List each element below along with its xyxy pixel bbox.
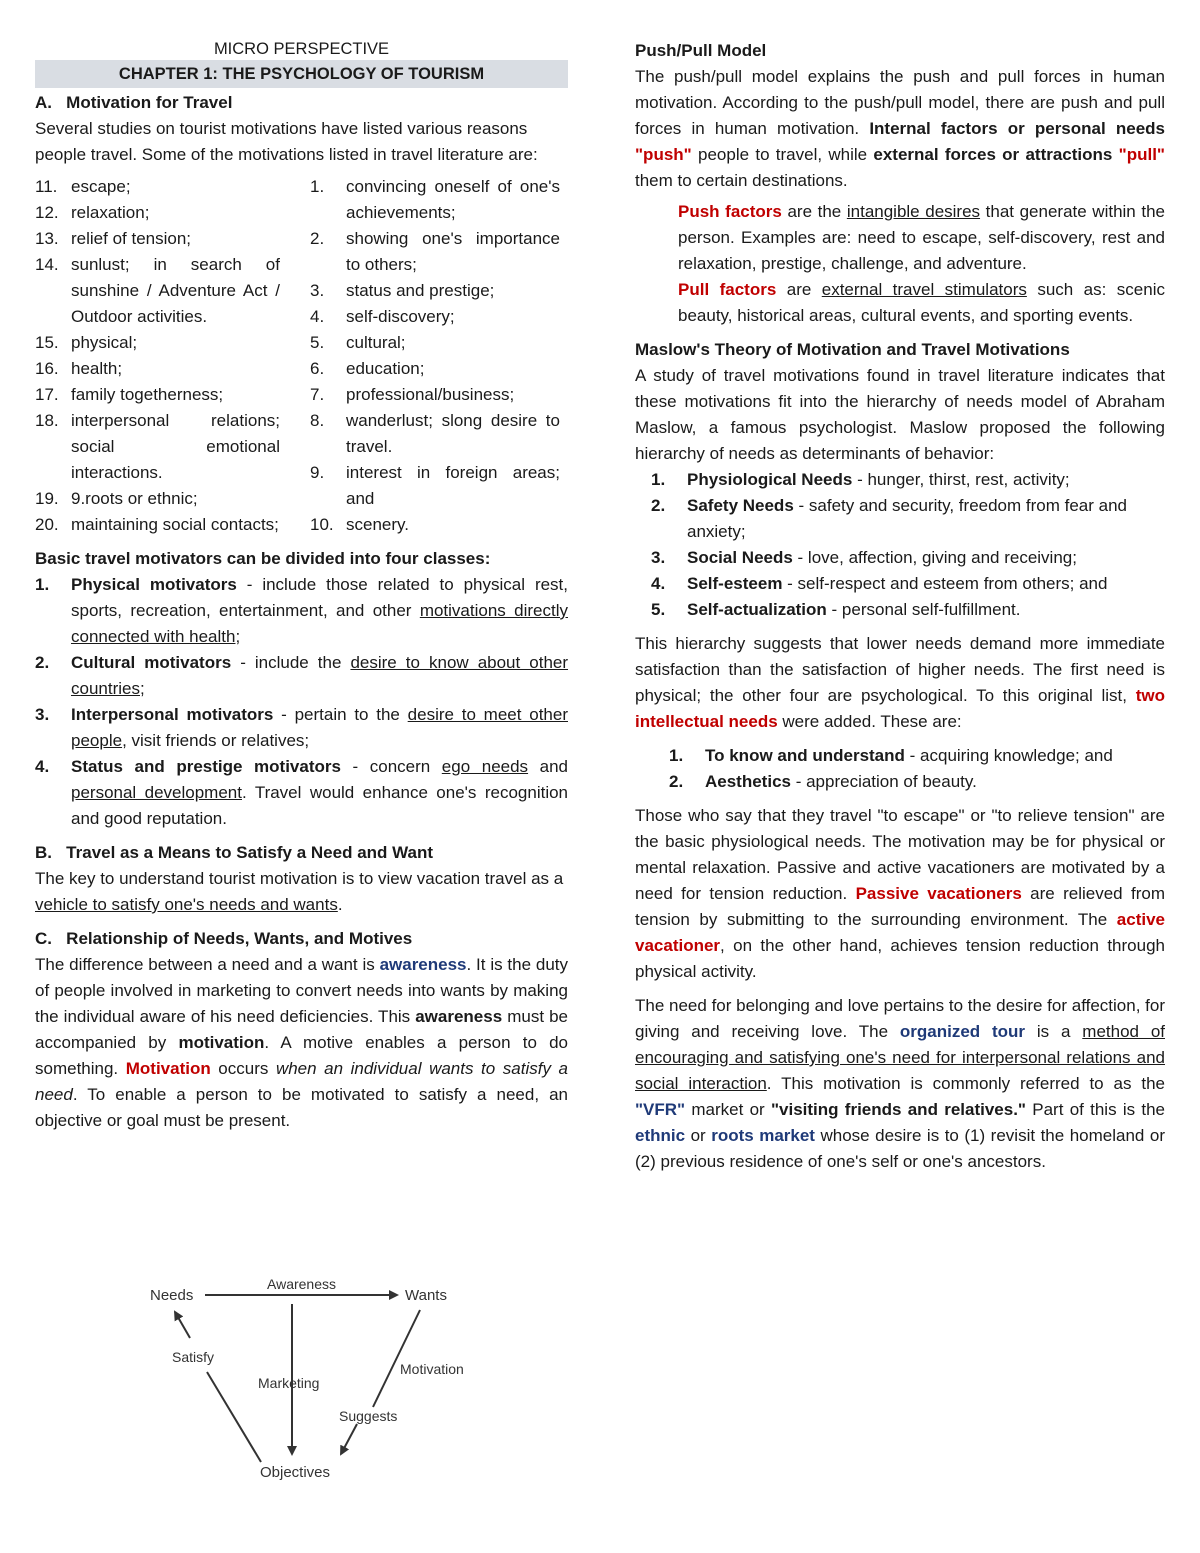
list-text: To know and understand - acquiring knowledge; and [705,746,1113,765]
list-number: 2. [651,496,666,515]
need-label: Physiological Needs [687,470,853,489]
suggests-arrow [341,1424,357,1454]
suggests-label: Suggests [339,1408,398,1424]
list-text: status and prestige; [346,281,495,300]
motivator-class-item [35,702,568,754]
list-number: 1. [310,177,325,196]
motivation-item [35,408,280,486]
list-number: 2. [35,653,50,672]
maslow-needs-list [651,467,1165,623]
intellectual-need-item [669,769,1165,795]
motivations-list-right [310,174,560,538]
motivation-item [310,174,560,226]
satisfy-label: Satisfy [172,1349,215,1365]
list-number: 14. [35,255,59,274]
motivator-label: Cultural motivators [71,653,232,672]
need-label: Safety Needs [687,496,794,515]
list-number: 3. [651,548,666,567]
motivation-item [35,174,280,200]
section-b-text: The key to understand tourist motivation is to view vacation travel as a vehicle to satisfy one's needs and wants. [35,869,564,914]
motivation-item [35,330,280,356]
list-text: sunlust; in search of sunshine / Adventure Act / Outdoor activities. [71,255,280,326]
motivation-item [310,408,560,460]
list-text: Safety Needs - safety and security, freedom from fear and anxiety; [687,496,1127,541]
list-text: wanderlust; slong desire to travel. [346,411,560,456]
intellectual-need-item [669,743,1165,769]
list-text: Self-actualization - personal self-fulfillment. [687,600,1021,619]
list-number: 4. [651,574,666,593]
motivation-item [310,460,560,512]
motivator-label: Physical motivators [71,575,237,594]
need-label: Aesthetics [705,772,791,791]
list-text: cultural; [346,333,406,352]
marketing-label: Marketing [258,1375,320,1391]
list-text: showing one's importance to others; [346,229,560,274]
list-number: 4. [310,307,325,326]
section-a-intro: Several studies on tourist motivations have listed various reasons people travel. Some of the motivations listed in travel literature are: [35,119,538,164]
motivator-class-item [35,650,568,702]
list-number: 13. [35,229,59,248]
list-text: self-discovery; [346,307,455,326]
wants-label: Wants [405,1287,447,1304]
list-text: Cultural motivators - include the desire to know about other countries; [71,653,569,698]
motivation-item [310,356,560,382]
awareness-label: Awareness [267,1276,337,1292]
motivation-item [310,278,560,304]
maslow-need-item [651,571,1165,597]
list-text: interpersonal relations; social emotional interactions. [71,411,280,482]
list-number: 4. [35,757,50,776]
section-b-heading: B. Travel as a Means to Satisfy a Need and Want [35,843,434,862]
maslow-need-item [651,493,1165,545]
motivation-item [310,226,560,278]
section-a-heading: A. Motivation for Travel [35,93,233,112]
list-text: Status and prestige motivators - concern ego needs and personal development. Travel would enhance one's recognition and good reputation. [71,757,569,828]
list-number: 11. [35,177,58,196]
maslow-need-item [651,597,1165,623]
need-label: Self-esteem [687,574,783,593]
pull-factors-text: Pull factors are external travel stimulators such as: scenic beauty, historical areas, cultural events, and sporting events. [678,280,1165,325]
motivation-line [373,1310,420,1407]
list-text: health; [71,359,123,378]
list-text: relaxation; [71,203,150,222]
list-text: Self-esteem - self-respect and esteem from others; and [687,574,1108,593]
list-number: 10. [310,515,334,534]
list-number: 8. [310,411,325,430]
list-number: 20. [35,515,59,534]
list-text: scenery. [346,515,409,534]
list-number: 16. [35,359,59,378]
list-number: 7. [310,385,325,404]
motivation-item [35,200,280,226]
need-label: To know and understand [705,746,905,765]
section-c-text: The difference between a need and a want is awareness. It is the duty of people involved in marketing to convert needs into wants by making the individual aware of his need deficiencies. This awareness must be accompanied by motivation. A motive enables a person to do something. Motivation occurs when an individual wants to satisfy a need. To enable a person to be motivated to satisfy a need, an objective or goal must be present. [35,955,569,1130]
maslow-intro: A study of travel motivations found in travel literature indicates that these motivations fit into the hierarchy of needs model of Abraham Maslow, a famous psychologist. Maslow proposed the following hierarchy of needs as determinants of behavior: [635,366,1165,463]
list-number: 2. [310,229,325,248]
list-text: family togetherness; [71,385,224,404]
satisfy-lower-line [207,1372,261,1462]
list-number: 15. [35,333,59,352]
motivator-label: Status and prestige motivators [71,757,341,776]
list-text: Physical motivators - include those related to physical rest, sports, recreation, entertainment, and other motivations directly connected with health; [71,575,569,646]
list-text: maintaining social contacts; [71,515,279,534]
belonging-text: The need for belonging and love pertains to the desire for affection, for giving and receiving love. The organized tour is a method of encouraging and satisfying one's need for interpersonal relations and social interaction. This motivation is commonly referred to as the "VFR" market or "visiting friends and relatives." Part of this is the ethnic or roots market whose desire is to (1) revisit the homeland or (2) previous residence of one's self or one's ancestors. [635,996,1165,1171]
motivation-item [35,226,280,252]
list-number: 5. [310,333,325,352]
motivation-item [310,512,560,538]
motivator-class-item [35,754,568,832]
list-number: 6. [310,359,325,378]
list-number: 12. [35,203,59,222]
list-text: Physiological Needs - hunger, thirst, rest, activity; [687,470,1070,489]
section-c-heading: C. Relationship of Needs, Wants, and Motives [35,929,413,948]
classes-list [35,572,568,832]
pushpull-text: The push/pull model explains the push and pull forces in human motivation. According to the push/pull model, there are push and pull forces in human motivation. Internal factors or personal needs "push" people to travel, while external forces or attractions "pull" them to certain destinations. [635,67,1165,190]
satisfy-arrow [175,1312,190,1338]
objectives-label: Objectives [260,1464,331,1481]
motivation-item [35,382,280,408]
motivation-item [310,330,560,356]
motivation-item [35,486,280,512]
intellectual-needs-list [669,743,1165,795]
push-factors-text: Push factors are the intangible desires that generate within the person. Examples are: need to escape, self-discovery, rest and relaxation, prestige, challenge, and adventure. [678,202,1165,273]
vacationers-text: Those who say that they travel "to escape" or "to relieve tension" are the basic physiological needs. The motivation may be for physical or mental relaxation. Passive and active vacationers are motivated by a need for tension reduction. Passive vacationers are relieved from tension by submitting to the surrounding environment. The active vacationer, on the other hand, achieves tension reduction through physical activity. [635,806,1165,981]
motivator-class-item [35,572,568,650]
needs-label: Needs [150,1287,194,1304]
maslow-need-item [651,545,1165,571]
list-text: professional/business; [346,385,515,404]
list-text: escape; [71,177,131,196]
needs-wants-diagram [135,1262,485,1492]
list-text: Social Needs - love, affection, giving and receiving; [687,548,1077,567]
left-column [35,38,568,1134]
motivation-item [35,252,280,330]
list-number: 18. [35,411,59,430]
chapter-title: CHAPTER 1: THE PSYCHOLOGY OF TOURISM [35,60,568,88]
list-number: 17. [35,385,59,404]
list-number: 2. [669,772,684,791]
list-number: 1. [35,575,50,594]
pushpull-heading: Push/Pull Model [635,41,767,60]
list-number: 5. [651,600,666,619]
motivation-label: Motivation [400,1361,464,1377]
motivation-item [310,304,560,330]
page-title: MICRO PERSPECTIVE [213,40,390,58]
motivation-item [35,512,280,538]
motivation-item [35,356,280,382]
need-label: Social Needs [687,548,793,567]
list-text: Interpersonal motivators - pertain to the desire to meet other people, visit friends or relatives; [71,705,568,750]
motivation-item [310,382,560,408]
list-number: 19. [35,489,59,508]
list-number: 9. [310,463,325,482]
list-text: 9.roots or ethnic; [71,489,198,508]
need-label: Self-actualization [687,600,827,619]
list-number: 1. [669,746,684,765]
list-number: 3. [35,705,50,724]
maslow-hierarchy-text: This hierarchy suggests that lower needs demand more immediate satisfaction than the satisfaction of higher needs. The first need is physical; the other four are psychological. To this original list, two intellectual needs were added. These are: [635,634,1165,731]
list-text: relief of tension; [71,229,192,248]
maslow-need-item [651,467,1165,493]
list-text: education; [346,359,425,378]
list-number: 1. [651,470,666,489]
motivator-label: Interpersonal motivators [71,705,274,724]
list-text: physical; [71,333,138,352]
motivations-list-left [35,174,280,538]
list-text: convincing oneself of one's achievements; [346,177,560,222]
maslow-heading: Maslow's Theory of Motivation and Travel Motivations [635,340,1070,359]
list-number: 3. [310,281,325,300]
list-text: Aesthetics - appreciation of beauty. [705,772,977,791]
motivations-list [35,174,568,538]
list-text: interest in foreign areas; and [346,463,560,508]
right-column [635,38,1165,1175]
classes-heading: Basic travel motivators can be divided into four classes: [35,549,491,568]
